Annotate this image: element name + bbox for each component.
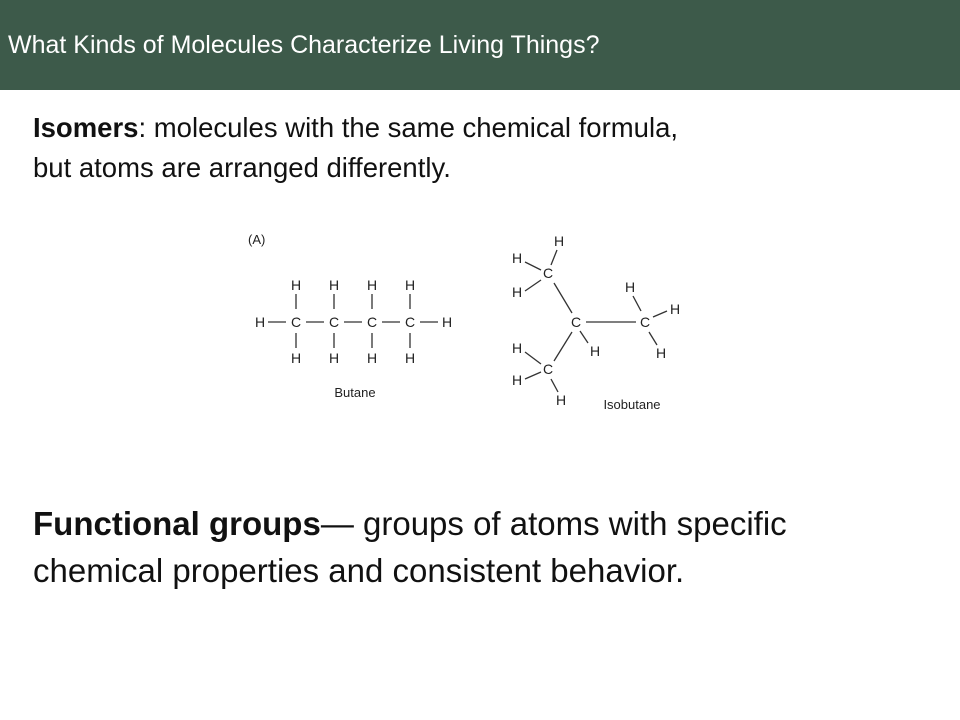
- isobutane-atom-c: C: [639, 314, 651, 330]
- functional-groups-definition-line2: chemical properties and consistent behavior.: [33, 552, 685, 589]
- butane-atom-h: H: [366, 277, 378, 293]
- panel-label: (A): [248, 232, 266, 247]
- isobutane-bond: [525, 262, 541, 270]
- isobutane-atom-h: H: [511, 250, 523, 266]
- isobutane-bond: [649, 332, 657, 345]
- slide-title: What Kinds of Molecules Characterize Living Things?: [8, 31, 600, 59]
- isobutane-bond: [580, 331, 588, 343]
- isobutane-structure: [512, 233, 680, 412]
- isobutane-atom-c: C: [542, 265, 554, 281]
- butane-atom-h: H: [328, 350, 340, 366]
- isobutane-atom-h: H: [669, 301, 681, 317]
- isobutane-bond: [525, 372, 541, 379]
- butane-atom-h: H: [441, 314, 453, 330]
- isobutane-atom-h: H: [655, 345, 667, 361]
- isobutane-bond: [633, 296, 641, 311]
- isobutane-atom-h: H: [624, 279, 636, 295]
- isobutane-atom-h: H: [555, 392, 567, 408]
- butane-atom-c: C: [366, 314, 378, 330]
- butane-atom-h: H: [290, 350, 302, 366]
- isobutane-bond: [551, 379, 558, 392]
- butane-atom-c: C: [328, 314, 340, 330]
- functional-groups-definition: — groups of atoms with specific: [320, 505, 787, 542]
- butane-atom-h: H: [290, 277, 302, 293]
- isobutane-caption: Isobutane: [603, 397, 661, 412]
- butane-caption: Butane: [334, 385, 376, 400]
- isobutane-bond: [653, 311, 667, 317]
- isobutane-bond: [525, 352, 541, 364]
- isobutane-bond: [551, 250, 557, 265]
- butane-atom-h: H: [254, 314, 266, 330]
- isomers-term: Isomers: [33, 112, 139, 143]
- isobutane-bond: [554, 283, 572, 313]
- butane-atom-h: H: [328, 277, 340, 293]
- butane-atom-h: H: [404, 350, 416, 366]
- butane-atom-c: C: [404, 314, 416, 330]
- butane-structure: [255, 277, 452, 400]
- isobutane-atom-c: C: [542, 361, 554, 377]
- butane-atom-h: H: [404, 277, 416, 293]
- isobutane-atom-h: H: [553, 233, 565, 249]
- isomers-definition-line2: but atoms are arranged differently.: [33, 152, 451, 183]
- isobutane-bond: [554, 332, 572, 361]
- butane-atom-c: C: [290, 314, 302, 330]
- isobutane-atom-h: H: [589, 343, 601, 359]
- isobutane-atom-h: H: [511, 284, 523, 300]
- butane-atom-h: H: [366, 350, 378, 366]
- isomers-definition: : molecules with the same chemical formula,: [138, 112, 678, 143]
- isobutane-bond: [525, 280, 541, 291]
- isobutane-atom-h: H: [511, 372, 523, 388]
- isobutane-atom-c: C: [570, 314, 582, 330]
- functional-groups-term: Functional groups: [33, 505, 321, 542]
- isobutane-atom-h: H: [511, 340, 523, 356]
- functional-groups-paragraph: [33, 500, 787, 594]
